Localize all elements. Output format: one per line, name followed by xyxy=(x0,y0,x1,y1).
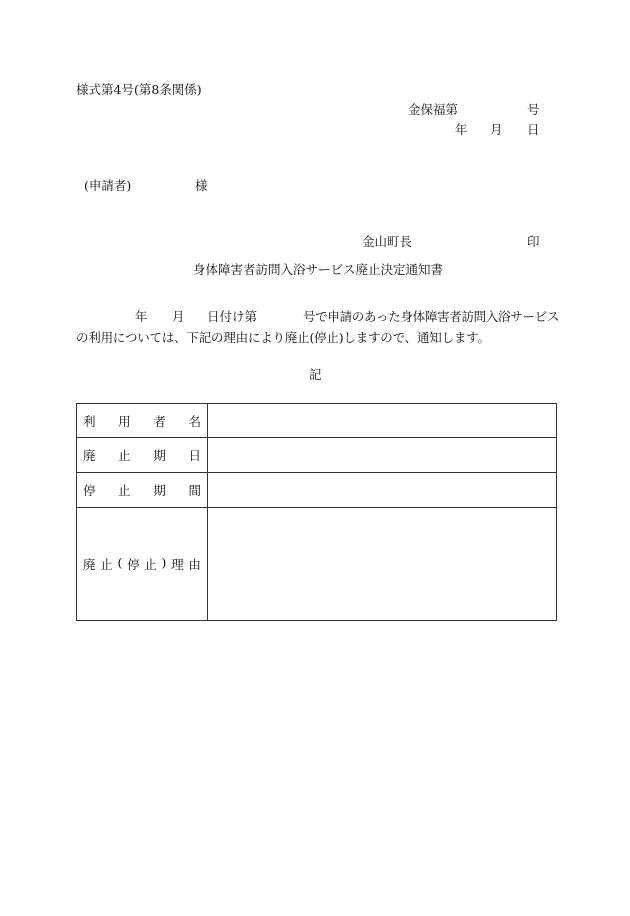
addressee-honorific: 様 xyxy=(195,178,208,193)
date-month: 月 xyxy=(490,122,503,137)
body-line1: 号で申請のあった身体障害者訪問入浴サービス xyxy=(303,309,560,324)
body-year: 年 xyxy=(135,309,148,324)
reference-suffix: 号 xyxy=(527,102,540,117)
row-label-suspension-period: 停 止 期 間 xyxy=(83,483,201,498)
body-line2: の利用については、下記の理由により廃止(停止)しますので、通知します。 xyxy=(76,330,490,345)
table-row xyxy=(77,473,557,508)
ki-heading: 記 xyxy=(309,367,322,382)
addressee-label: (申請者) xyxy=(84,178,132,193)
reference-prefix: 金保福第 xyxy=(408,102,459,117)
suspension-period-field[interactable] xyxy=(208,473,557,508)
issuer-name: 金山町長 xyxy=(362,234,413,249)
user-name-field[interactable] xyxy=(208,404,557,438)
reason-field[interactable] xyxy=(208,508,557,621)
abolition-date-field[interactable] xyxy=(208,438,557,473)
form-number: 様式第4号(第8条関係) xyxy=(76,82,202,97)
date-year: 年 xyxy=(455,122,468,137)
date-day: 日 xyxy=(527,122,540,137)
document-title: 身体障害者訪問入浴サービス廃止決定通知書 xyxy=(193,262,444,277)
issuer-seal: 印 xyxy=(527,234,540,249)
row-label-reason: 廃 止 ( 停 止 ) 理 由 xyxy=(83,555,201,572)
row-label-abolition-date: 廃 止 期 日 xyxy=(83,448,201,463)
row-label-user-name: 利 用 者 名 xyxy=(83,413,201,429)
table-row xyxy=(77,438,557,473)
table-row xyxy=(77,404,557,438)
table-row xyxy=(77,508,557,621)
body-month: 月 xyxy=(172,309,185,324)
body-day-ref: 日付け第 xyxy=(207,309,258,324)
details-table xyxy=(76,403,557,621)
